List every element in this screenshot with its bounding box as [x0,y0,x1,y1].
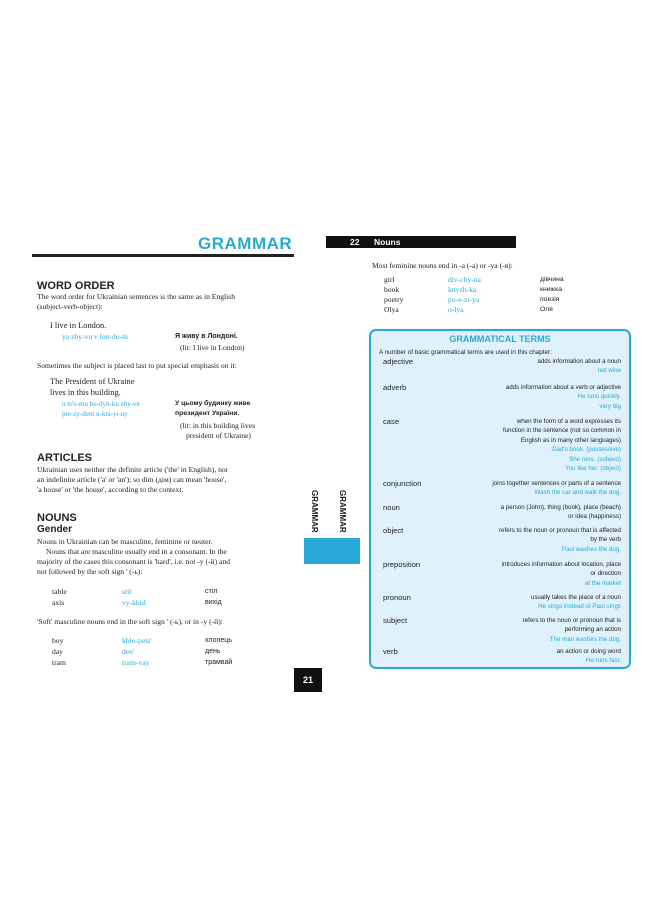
grammatical-terms-box [369,329,631,669]
noun-en: table [52,587,67,596]
example2-en-1: The President of Ukraine [50,377,135,386]
noun-pron: o-lya [448,305,464,314]
term-definition: adds information about a verb or adjective He runs quickly. very big [505,384,621,410]
example2-en-2: lives in this building. [50,388,121,397]
term-label: pronoun [383,593,411,602]
noun-en: tram [52,658,66,667]
noun-pron: vy-khid [122,598,146,607]
term-label: verb [383,647,398,656]
term-definition: when the form of a word expresses its function in the sentence (not so common in English as in many other languages) Dad's book. (possessive) She runs. (subject) You like her. (object) [503,418,621,473]
term-definition: joins together sentences or parts of a sentence Wash the car and walk the dog. [492,480,621,497]
noun-pron: tram-vay [122,658,150,667]
term-label: adverb [383,383,407,392]
example2-lit-1: (lit: in this building lives [180,421,256,430]
term-definition: refers to the noun or pronoun that is performing an action The man washes the dog. [522,617,621,643]
example2-lit-2: president of Ukraine) [186,431,251,440]
articles-line-2: an indefinite article ('a' or 'an'); so dim (дім) can mean 'house', [37,475,227,484]
example2-uk-2: президент України. [175,410,240,417]
noun-pron: div-chy-na [448,275,481,284]
noun-en: girl [384,275,395,284]
articles-heading: ARTICLES [37,452,92,464]
noun-uk: дівчина [540,276,564,283]
noun-en: axis [52,598,65,607]
noun-pron: den' [122,647,135,656]
nouns-line-4: not followed by the soft sign ' (-ь): [37,567,143,576]
terms-intro: A number of basic grammatical terms are used in this chapter: [379,349,552,356]
term-definition: a person (John), thing (book), place (beach) or idea (happiness) [500,504,621,521]
word-order-intro-2: (subject-verb-object): [37,302,103,311]
example-pronunciation: ya zhy-vu v lon-do-ni [62,332,129,341]
title-rule [32,254,294,257]
articles-line-3: 'a house' or 'the house', according to the context. [37,485,184,494]
term-label: adjective [383,357,413,366]
word-order-note: Sometimes the subject is placed last to put special emphasis on it: [37,361,237,370]
noun-uk: Оля [540,306,553,313]
noun-uk: хлопець [205,637,232,644]
term-label: object [383,526,404,535]
example2-uk-1: У цьому будинку живе [175,400,251,407]
nouns-line-3: majority of the cases this consonant is 'hard', i.e. not -y (-й) and [37,557,231,566]
term-label: noun [383,503,400,512]
term-label: conjunction [383,479,422,488]
term-definition: an action or doing word He runs fast. [556,648,621,665]
word-order-heading: WORD ORDER [37,280,115,292]
noun-uk: трамвай [205,659,233,666]
noun-pron: po-e-zi-ya [448,295,480,304]
noun-en: poetry [384,295,404,304]
spine-label-right: GRAMMAR [338,490,347,533]
section-bar-title: Nouns [374,237,401,247]
word-order-intro-1: The word order for Ukrainian sentences is the same as in English [37,292,236,301]
example2-pron-1: u ts'o-mu bu-dyn-ku zhy-ve [62,400,140,408]
page-number: 21 [294,668,322,692]
noun-pron: stil [122,587,132,596]
noun-pron: khlo-pets' [122,636,152,645]
example-ukrainian: Я живу в Лондоні. [175,333,238,340]
noun-uk: поезія [540,296,560,303]
soft-nouns-intro: 'Soft' masculine nouns end in the soft sign ' (-ь), or in -y (-й): [37,617,223,626]
feminine-intro: Most feminine nouns end in -a (-a) or -ya (-я): [372,261,513,270]
noun-uk: книжка [540,286,562,293]
section-bar-number: 22 [350,237,360,247]
term-label: case [383,417,400,426]
term-definition: refers to the noun or pronoun that is affected by the verb Paul washes the dog. [499,527,621,553]
nouns-heading: NOUNS [37,512,77,524]
section-bar [326,236,516,248]
term-label: preposition [383,560,421,569]
noun-en: Olya [384,305,399,314]
noun-uk: стіл [205,588,218,595]
noun-uk: вихід [205,599,222,606]
noun-en: book [384,285,400,294]
spine-label-left: GRAMMAR [310,490,319,533]
noun-pron: knyzh-ka [448,285,477,294]
term-label: subject [383,616,408,625]
example2-pron-2: pre-zy-dent u-kra-yi-ny [62,410,128,418]
nouns-line-2: Nouns that are masculine usually end in a consonant. In the [46,547,227,556]
example-literal: (lit: I live in London) [180,343,245,352]
spine-accent-block [304,538,360,564]
example-en: I live in London. [50,321,107,330]
noun-en: day [52,647,63,656]
noun-uk: день [205,648,221,655]
nouns-line-1: Nouns in Ukrainian can be masculine, feminine or neuter. [37,537,213,546]
gender-subheading: Gender [37,524,73,535]
term-definition: adds information about a noun red wine [537,358,621,375]
page-title: GRAMMAR [198,234,293,253]
term-definition: usually takes the place of a noun He sings instead of Paul sings [530,594,621,611]
articles-line-1: Ukrainian uses neither the definite article ('the' in English), nor [37,465,229,474]
term-definition: introduces information about location, place or direction at the market [501,561,621,587]
terms-box-title: GRAMMATICAL TERMS [449,334,551,344]
noun-en: boy [52,636,64,645]
